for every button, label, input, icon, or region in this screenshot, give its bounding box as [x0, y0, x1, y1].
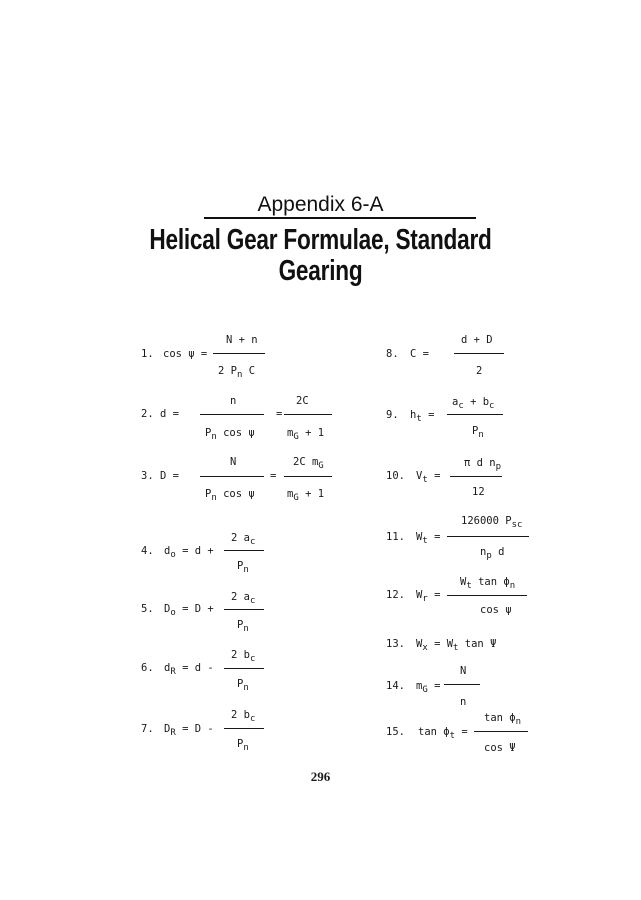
appendix-label: Appendix 6-A — [257, 193, 384, 216]
formula-lhs: $m_G$ = — [416, 680, 441, 695]
formula-denominator-2: $m_G + 1$ — [287, 427, 325, 442]
fraction-bar — [474, 731, 528, 732]
fraction-bar — [447, 536, 529, 537]
formula-lhs: $V_t$ = — [416, 470, 441, 485]
equals-sign: = — [270, 470, 277, 482]
formula-numerator: 2 $a_c$ — [231, 591, 256, 606]
fraction-bar — [200, 414, 264, 415]
formula-lhs: $h_t$ = — [410, 409, 435, 424]
formula-lhs: C = — [410, 348, 429, 360]
formula-lhs: $d_o = d$ + — [164, 545, 214, 560]
formula-number: 15. — [386, 726, 405, 738]
formula-denominator: 2 $P_n$ C — [218, 365, 256, 380]
formula-lhs: d = — [160, 408, 179, 420]
formula-lhs: $W_r$ = — [416, 589, 441, 604]
formula-lhs: cos ψ = — [163, 348, 208, 360]
formula-lhs: $W_t$ = — [416, 531, 441, 546]
formula-numerator: n — [230, 395, 237, 407]
formula-denominator: cos Ψ — [484, 742, 516, 754]
formula-number: 3. — [141, 470, 154, 482]
fraction-bar — [224, 668, 264, 669]
formula-number: 13. — [386, 638, 405, 650]
fraction-bar — [444, 684, 480, 685]
formula-denominator: n — [460, 696, 467, 708]
formula-number: 11. — [386, 531, 405, 543]
formula-denominator: $P_n$ — [237, 560, 249, 575]
formula-lhs: D = — [160, 470, 179, 482]
formula-numerator: N — [230, 456, 237, 468]
formula-denominator: $P_n$ — [237, 678, 249, 693]
formula-number: 9. — [386, 409, 399, 421]
formula-numerator: π d $n_p$ — [464, 457, 502, 472]
formula-numerator: $W_t$ $\tan \phi_n$ — [460, 576, 516, 591]
formula-numerator: 126000 $P_{sc}$ — [461, 515, 523, 530]
fraction-bar — [213, 353, 265, 354]
formula-numerator: 2 $b_c$ — [231, 709, 256, 724]
formula-denominator-2: $m_G + 1$ — [287, 488, 325, 503]
equals-sign: = — [276, 408, 283, 420]
fraction-bar — [200, 476, 264, 477]
fraction-bar — [224, 550, 264, 551]
formula-denominator: $P_n$ cos ψ — [205, 488, 255, 503]
fraction-bar-2 — [284, 414, 332, 415]
title-rule — [204, 217, 476, 219]
page-title-line-2: Gearing — [278, 255, 363, 287]
formula-lhs: $D_R = D$ - — [164, 723, 214, 738]
formula-denominator: $P_n$ — [472, 425, 484, 440]
formula-numerator: $a_c + b_c$ — [452, 396, 495, 411]
formula-number: 14. — [386, 680, 405, 692]
formula-lhs: $\tan \phi_t$ = — [418, 726, 468, 741]
formula-denominator: cos ψ — [480, 604, 512, 616]
formula-number: 5. — [141, 603, 154, 615]
formula-number: 6. — [141, 662, 154, 674]
formula-numerator: 2 $a_c$ — [231, 532, 256, 547]
formula-denominator: $n_p$ d — [480, 546, 505, 561]
formula-numerator: N — [460, 665, 467, 677]
fraction-bar — [224, 609, 264, 610]
fraction-bar — [447, 414, 503, 415]
formula-number: 4. — [141, 545, 154, 557]
formula-denominator: 2 — [476, 365, 483, 377]
fraction-bar-2 — [284, 476, 332, 477]
formula-numerator: 2 $b_c$ — [231, 649, 256, 664]
formula-numerator-2: 2C — [296, 395, 309, 407]
fraction-bar — [454, 353, 504, 354]
fraction-bar — [224, 728, 264, 729]
page-number: 296 — [310, 769, 331, 784]
formula-numerator: d + D — [461, 334, 493, 346]
formula-numerator: N + n — [226, 334, 258, 346]
formula-number: 10. — [386, 470, 405, 482]
formula-denominator: $P_n$ — [237, 738, 249, 753]
page-title-line-1: Helical Gear Formulae, Standard — [149, 224, 492, 256]
formula-number: 1. — [141, 348, 154, 360]
formula-number: 2. — [141, 408, 154, 420]
formula-denominator: $P_n$ — [237, 619, 249, 634]
fraction-bar — [450, 476, 502, 477]
formula-number: 12. — [386, 589, 405, 601]
formula-numerator: $\tan \phi_n$ — [484, 712, 522, 727]
formula-body: $W_x = W_t$ tan Ψ — [416, 638, 497, 653]
formula-denominator: $P_n$ cos ψ — [205, 427, 255, 442]
formula-number: 7. — [141, 723, 154, 735]
fraction-bar — [447, 595, 527, 596]
formula-numerator-2: 2C $m_G$ — [293, 456, 324, 471]
formula-lhs: $d_R = d$ - — [164, 662, 214, 677]
formula-lhs: $D_o = D$ + — [164, 603, 214, 618]
formula-denominator: 12 — [472, 486, 485, 498]
formula-number: 8. — [386, 348, 399, 360]
